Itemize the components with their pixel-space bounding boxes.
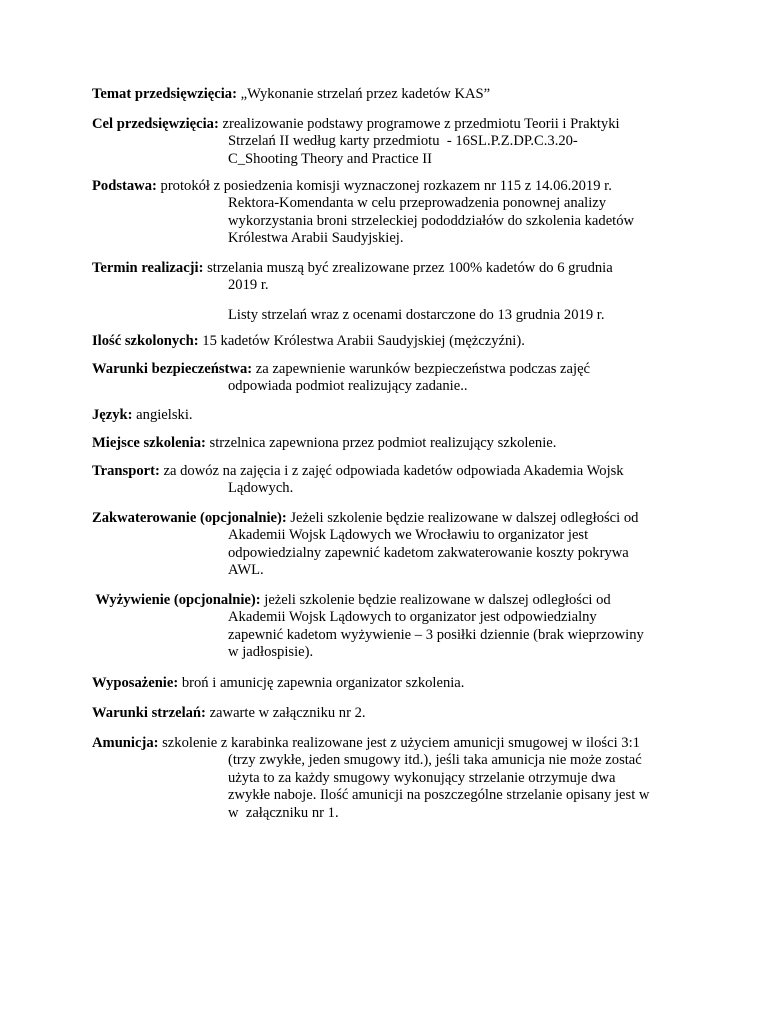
section-wyposazenie	[92, 675, 692, 692]
wyzywienie-line-1: jeżeli szkolenie będzie realizowane w dalszej odległości od	[260, 592, 611, 608]
amunicja-line-5: w załączniku nr 1.	[228, 804, 339, 821]
amunicja-label: Amunicja:	[92, 735, 159, 751]
warunki-strzelan-label: Warunki strzelań:	[92, 705, 206, 721]
section-jezyk	[92, 407, 692, 424]
amunicja-line-2: (trzy zwykłe, jeden smugowy itd.), jeśli taka amunicja nie może zostać	[228, 752, 642, 769]
section-warunki-bezpieczenstwa	[92, 361, 692, 396]
zakwaterowanie-line-2: Akademii Wojsk Lądowych we Wrocławiu to organizator jest	[228, 527, 589, 544]
podstawa-line-1: protokół z posiedzenia komisji wyznaczonej rozkazem nr 115 z 14.06.2019 r.	[156, 178, 612, 194]
jezyk-label: Język:	[92, 407, 133, 423]
podstawa-line-2: Rektora-Komendanta w celu przeprowadzenia ponownej analizy	[228, 195, 607, 212]
miejsce-label: Miejsce szkolenia:	[92, 435, 206, 451]
transport-line-1: za dowóz na zajęcia i z zajęć odpowiada kadetów odpowiada Akademia Wojsk	[159, 463, 624, 479]
warunki-bezp-line-1: za zapewnienie warunków bezpieczeństwa podczas zajęć	[252, 361, 591, 377]
wyzywienie-label: Wyżywienie (opcjonalnie):	[92, 592, 261, 608]
section-warunki-strzelan	[92, 705, 692, 722]
zakwaterowanie-line-1: Jeżeli szkolenie będzie realizowane w dalszej odległości od	[286, 510, 639, 526]
section-podstawa	[92, 178, 692, 248]
jezyk-text: angielski.	[132, 407, 193, 423]
amunicja-line-1: szkolenie z karabinka realizowane jest z użyciem amunicji smugowej w ilości 3:1	[158, 735, 640, 751]
wyposazenie-label: Wyposażenie:	[92, 675, 179, 691]
section-ilosc	[92, 333, 692, 350]
wyzywienie-line-4: w jadłospisie).	[228, 644, 314, 661]
wyposazenie-text: broń i amunicję zapewnia organizator szkolenia.	[178, 675, 465, 691]
podstawa-line-3: wykorzystania broni strzeleckiej pododdziałów do szkolenia kadetów	[228, 212, 635, 229]
cel-label: Cel przedsięwzięcia:	[92, 116, 219, 132]
cel-line-3: C_Shooting Theory and Practice II	[228, 150, 432, 167]
section-termin	[92, 260, 692, 295]
temat-label: Temat przedsięwzięcia:	[92, 86, 237, 102]
warunki-bezp-line-2: odpowiada podmiot realizujący zadanie..	[228, 378, 468, 395]
warunki-bezp-label: Warunki bezpieczeństwa:	[92, 361, 253, 377]
ilosc-text: 15 kadetów Królestwa Arabii Saudyjskiej (mężczyźni).	[198, 333, 525, 349]
section-transport	[92, 463, 692, 498]
transport-label: Transport:	[92, 463, 160, 479]
cel-line-2: Strzelań II według karty przedmiotu - 16SL.P.Z.DP.C.3.20-	[228, 133, 578, 150]
zakwaterowanie-line-3: odpowiedzialny zapewnić kadetom zakwaterowanie koszty pokrywa	[228, 544, 629, 561]
section-cel	[92, 116, 692, 168]
termin-label: Termin realizacji:	[92, 260, 204, 276]
termin-line-2: 2019 r.	[228, 277, 269, 294]
ilosc-label: Ilość szkolonych:	[92, 333, 199, 349]
podstawa-line-4: Królestwa Arabii Saudyjskiej.	[228, 230, 404, 247]
podstawa-label: Podstawa:	[92, 178, 157, 194]
wyzywienie-line-3: zapewnić kadetom wyżywienie – 3 posiłki dziennie (brak wieprzowiny	[228, 626, 644, 643]
section-miejsce	[92, 435, 692, 452]
warunki-strzelan-text: zawarte w załączniku nr 2.	[205, 705, 366, 721]
section-temat	[92, 86, 692, 103]
termin-extra: Listy strzelań wraz z ocenami dostarczone do 13 grudnia 2019 r.	[228, 307, 605, 323]
amunicja-line-3: użyta to za każdy smugowy wykonujący strzelanie otrzymuje dwa	[228, 769, 616, 786]
cel-line-1: zrealizowanie podstawy programowe z przedmiotu Teorii i Praktyki	[218, 116, 620, 132]
transport-line-2: Lądowych.	[228, 480, 294, 497]
wyzywienie-line-2: Akademii Wojsk Lądowych to organizator jest odpowiedzialny	[228, 609, 597, 626]
miejsce-text: strzelnica zapewniona przez podmiot realizujący szkolenie.	[205, 435, 557, 451]
zakwaterowanie-line-4: AWL.	[228, 562, 264, 579]
section-amunicja	[92, 735, 692, 822]
amunicja-line-4: zwykłe naboje. Ilość amunicji na poszczególne strzelanie opisany jest w	[228, 787, 650, 804]
section-zakwaterowanie	[92, 510, 692, 580]
temat-text: „Wykonanie strzelań przez kadetów KAS”	[236, 86, 491, 102]
section-wyzywienie	[92, 592, 692, 662]
termin-line-1: strzelania muszą być zrealizowane przez 100% kadetów do 6 grudnia	[203, 260, 613, 276]
zakwaterowanie-label: Zakwaterowanie (opcjonalnie):	[92, 510, 287, 526]
